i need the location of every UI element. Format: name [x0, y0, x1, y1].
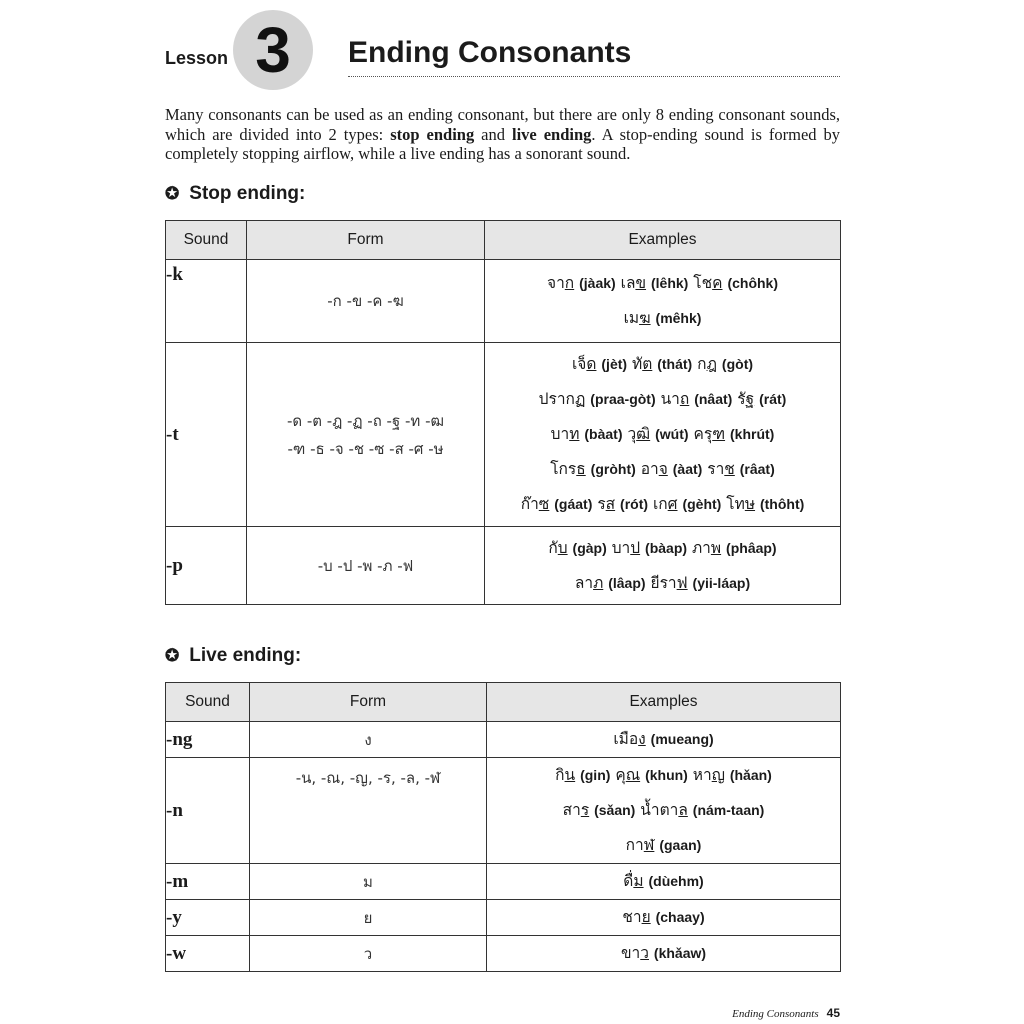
romanization: (rát) [759, 391, 787, 407]
table-row-n [166, 758, 841, 864]
thai-word-stem: ยีรา [650, 573, 677, 592]
form-cell [250, 758, 487, 864]
thai-word-stem: อา [640, 460, 659, 478]
thai-word-stem: รา [707, 460, 725, 478]
ending-consonant: ง [638, 730, 646, 748]
thai-word-stem: ครุ [693, 425, 713, 443]
live-ending-table [165, 682, 841, 972]
ending-consonant: ศ [667, 495, 678, 513]
ending-consonant: ถ [679, 390, 690, 408]
examples-cell [487, 900, 841, 936]
example-line [485, 487, 840, 522]
romanization: (jàak) [579, 275, 616, 291]
page-number: 45 [826, 1006, 840, 1020]
thai-word [693, 274, 722, 292]
example-line [487, 722, 840, 757]
thai-word [641, 460, 668, 478]
romanization: (thôht) [759, 496, 805, 512]
example-line [485, 566, 840, 601]
thai-word-stem: โท [726, 495, 745, 513]
ending-consonant: น [564, 766, 576, 784]
sound-cell: -n [166, 758, 250, 864]
example-line [485, 382, 840, 417]
table-header-row [166, 683, 841, 722]
thai-word-stem: ขา [620, 944, 641, 962]
form-letters: -บ -ป -พ -ภ -ฟ [317, 556, 414, 575]
ending-consonant: ฐ [745, 390, 755, 408]
ending-consonant: บ [557, 538, 568, 557]
stop-ending-heading [165, 183, 305, 205]
sound-cell: -p [166, 527, 247, 605]
lesson-header [0, 0, 1024, 100]
ending-consonant: ช [724, 460, 735, 478]
ending-consonant: ฎ [706, 355, 717, 373]
form-letters: -น, -ณ, -ญ, -ร, -ล, -ฬ [295, 769, 441, 787]
romanization: (nâat) [694, 391, 733, 407]
thai-word [613, 730, 645, 748]
romanization: (gòt) [721, 356, 754, 372]
stop-ending-table [165, 220, 841, 605]
thai-word-stem: บา [611, 538, 631, 557]
sound-cell: -t [166, 343, 247, 527]
form-cell [250, 722, 487, 758]
thai-word [651, 574, 688, 592]
example-line [487, 793, 840, 828]
intro-live-term: live ending [512, 124, 592, 144]
intro-text-part1: Many consonants can be used as an ending consonant, but there are only 8 ending consonant sounds, which are divided into 2 types: [165, 105, 840, 144]
examples-cell [485, 260, 841, 343]
thai-word [555, 766, 575, 784]
lesson-number: 3 [255, 14, 291, 86]
example-line [485, 266, 840, 301]
intro-and: and [474, 124, 512, 144]
thai-word [697, 355, 717, 373]
thai-word [624, 309, 651, 327]
sound-cell: -w [166, 936, 250, 972]
thai-word-stem: ชา [622, 908, 642, 926]
ending-consonant: ภ [593, 573, 604, 592]
sound-cell: -k [166, 260, 247, 343]
form-letters: ง [364, 730, 372, 749]
thai-word-stem: เล [620, 274, 636, 292]
thai-word [551, 425, 580, 443]
thai-word [521, 495, 550, 513]
stop-ending-heading-text: Stop ending: [189, 183, 306, 204]
table-row-y [166, 900, 841, 936]
form-letters: ว [363, 944, 373, 963]
table-row-p [166, 527, 841, 605]
thai-word-stem: ดื่ [623, 872, 634, 890]
romanization: (àat) [672, 461, 703, 477]
romanization: (gàp) [572, 539, 607, 556]
thai-word-stem: นา [660, 390, 680, 408]
thai-word [539, 390, 586, 408]
thai-word-stem: เก [652, 495, 668, 513]
lesson-label: Lesson [165, 48, 229, 68]
example-line [487, 828, 840, 863]
form-cell [250, 936, 487, 972]
romanization: (phâap) [726, 539, 777, 556]
thai-word [707, 460, 735, 478]
thai-word [693, 766, 725, 784]
ending-consonant: ธ [576, 460, 586, 478]
examples-cell [487, 758, 841, 864]
thai-word-stem: ลา [574, 573, 594, 592]
romanization: (jèt) [601, 356, 628, 372]
romanization: (dùehm) [648, 873, 704, 889]
thai-word-stem: หา [692, 766, 712, 784]
romanization: (mêhk) [655, 310, 702, 326]
thai-word [737, 390, 754, 408]
ending-consonant: ย [641, 908, 651, 926]
thai-word-stem: ปราก [538, 390, 575, 408]
thai-word [575, 574, 603, 592]
ending-consonant: ต [642, 355, 653, 373]
live-ending-heading [165, 645, 301, 667]
romanization: (gin) [580, 767, 611, 783]
footer-chapter-title: Ending Consonants [732, 1008, 819, 1020]
romanization: (bàap) [645, 539, 688, 556]
examples-cell [485, 527, 841, 605]
form-cell [250, 900, 487, 936]
thai-word [563, 801, 590, 819]
example-line [485, 417, 840, 452]
ending-consonant: ฒิ [636, 425, 651, 443]
thai-word-stem: เม [623, 309, 640, 327]
romanization: (gáat) [554, 496, 593, 512]
title-underline [348, 76, 840, 77]
ending-consonant: ฆ [639, 309, 651, 327]
ending-consonant: ญ [711, 766, 725, 784]
thai-word [548, 539, 567, 557]
ending-consonant: ด [586, 355, 597, 373]
star-bullet-icon: ✪ [165, 646, 180, 665]
romanization: (wút) [655, 426, 689, 442]
examples-cell [487, 936, 841, 972]
star-bullet-icon: ✪ [165, 184, 180, 203]
live-ending-heading-text: Live ending: [189, 645, 302, 666]
ending-consonant: ฏ [574, 390, 586, 408]
thai-word [726, 495, 755, 513]
column-header-form: Form [250, 683, 487, 722]
ending-consonant: ม [633, 872, 644, 890]
ending-consonant: ฟ [676, 573, 688, 592]
example-line [485, 301, 840, 336]
example-line [485, 347, 840, 382]
column-header-examples: Examples [487, 683, 841, 722]
ending-consonant: ร [580, 801, 590, 819]
column-header-sound: Sound [166, 683, 250, 722]
table-header-row [166, 221, 841, 260]
thai-word-stem: จา [547, 274, 565, 292]
ending-consonant: ค [712, 274, 723, 292]
ending-consonant: ษ [744, 495, 756, 513]
example-line [487, 900, 840, 935]
ending-consonant: ล [678, 801, 688, 819]
thai-word-stem: คุ [615, 766, 626, 784]
romanization: (chaay) [655, 909, 705, 925]
ending-consonant: ซ [538, 495, 550, 513]
thai-word-stem: โกร [550, 460, 577, 478]
thai-word [572, 355, 596, 373]
thai-word-stem: กั [548, 538, 558, 557]
ending-consonant: ว [640, 944, 649, 962]
thai-word [615, 766, 640, 784]
form-cell [247, 260, 485, 343]
sound-cell: -m [166, 864, 250, 900]
thai-word [626, 836, 655, 854]
thai-word [621, 274, 646, 292]
ending-consonant: ส [605, 495, 616, 513]
romanization: (gèht) [682, 496, 722, 512]
form-cell [247, 527, 485, 605]
thai-word [597, 495, 615, 513]
example-line [485, 452, 840, 487]
romanization: (sǎan) [594, 802, 636, 818]
thai-word-stem: ก [697, 355, 707, 373]
thai-word-stem: ร [597, 495, 606, 513]
ending-consonant: พ [710, 538, 722, 557]
form-letters: -ด -ต -ฎ -ฏ -ถ -ฐ -ท -ฒ [286, 411, 445, 430]
thai-word-stem: โช [693, 274, 713, 292]
thai-word [612, 539, 640, 557]
thai-word-stem: วุ [627, 425, 637, 443]
thai-word-stem: เมือ [613, 730, 639, 748]
sound-cell: -y [166, 900, 250, 936]
ending-consonant: ฬ [643, 836, 655, 854]
thai-word-stem: ภา [691, 538, 711, 557]
romanization: (gaan) [659, 837, 702, 853]
romanization: (chôhk) [727, 275, 778, 291]
column-header-examples: Examples [485, 221, 841, 260]
thai-word [632, 355, 652, 373]
thai-word-stem: บา [550, 425, 570, 443]
form-cell [247, 343, 485, 527]
column-header-sound: Sound [166, 221, 247, 260]
intro-stop-term: stop ending [390, 124, 475, 144]
romanization: (thát) [657, 356, 693, 372]
form-letters: ม [363, 872, 373, 891]
intro-paragraph [165, 105, 840, 164]
romanization: (bàat) [584, 426, 623, 442]
romanization: (praa-gòt) [590, 391, 656, 407]
examples-cell [487, 864, 841, 900]
thai-word [547, 274, 574, 292]
examples-cell [487, 722, 841, 758]
examples-cell [485, 343, 841, 527]
thai-word [653, 495, 678, 513]
thai-word [693, 425, 725, 443]
form-letters: -ก -ข -ค -ฆ [327, 292, 404, 310]
thai-word [640, 801, 688, 819]
form-letters: -ฑ -ธ -จ -ช -ซ -ส -ศ -ษ [287, 439, 444, 458]
romanization: (hǎan) [729, 767, 772, 783]
romanization: (mueang) [650, 731, 714, 747]
page-footer [726, 1004, 840, 1022]
form-cell [250, 864, 487, 900]
thai-word-stem: กิ [555, 766, 565, 784]
table-row-w [166, 936, 841, 972]
thai-word [692, 539, 721, 557]
romanization: (lâap) [608, 574, 646, 591]
ending-consonant: ก [564, 274, 575, 292]
thai-word-stem: กา [625, 836, 644, 854]
romanization: (gròht) [590, 461, 636, 477]
romanization: (rót) [620, 496, 649, 512]
table-row-k [166, 260, 841, 343]
intro-text-part2: . A stop-ending sound is formed by completely stopping airflow, while a live ending has a sonorant sound. [165, 124, 841, 163]
column-header-form: Form [247, 221, 485, 260]
romanization: (khrút) [730, 426, 775, 442]
example-line [487, 864, 840, 899]
thai-word-stem: สา [562, 801, 581, 819]
ending-consonant: จ [658, 460, 668, 478]
thai-word [623, 872, 643, 890]
thai-word [550, 460, 586, 478]
table-row-t [166, 343, 841, 527]
romanization: (nám-taan) [692, 802, 765, 818]
romanization: (khǎaw) [653, 945, 707, 961]
romanization: (lêhk) [650, 275, 689, 291]
thai-word [622, 908, 650, 926]
thai-word [627, 425, 650, 443]
lesson-title: Ending Consonants [348, 36, 632, 69]
example-line [487, 936, 840, 971]
thai-word-stem: ทั [632, 355, 643, 373]
table-row-m [166, 864, 841, 900]
thai-word-stem: เจ็ [571, 355, 587, 373]
form-letters: ย [363, 908, 373, 927]
ending-consonant: ท [569, 425, 580, 443]
thai-word-stem: รั [737, 390, 746, 408]
ending-consonant: ฑ [712, 425, 726, 443]
thai-word [621, 944, 649, 962]
ending-consonant: ข [635, 274, 647, 292]
example-line [487, 758, 840, 793]
thai-word-stem: น้ำตา [640, 801, 679, 819]
sound-cell: -ng [166, 722, 250, 758]
table-row-ng [166, 722, 841, 758]
romanization: (yii-láap) [692, 574, 751, 591]
romanization: (râat) [739, 461, 775, 477]
ending-consonant: ป [630, 538, 641, 557]
thai-word [661, 390, 690, 408]
ending-consonant: ณ [625, 766, 641, 784]
romanization: (khun) [645, 767, 688, 783]
thai-word-stem: ก๊า [520, 495, 539, 513]
example-line [485, 531, 840, 566]
